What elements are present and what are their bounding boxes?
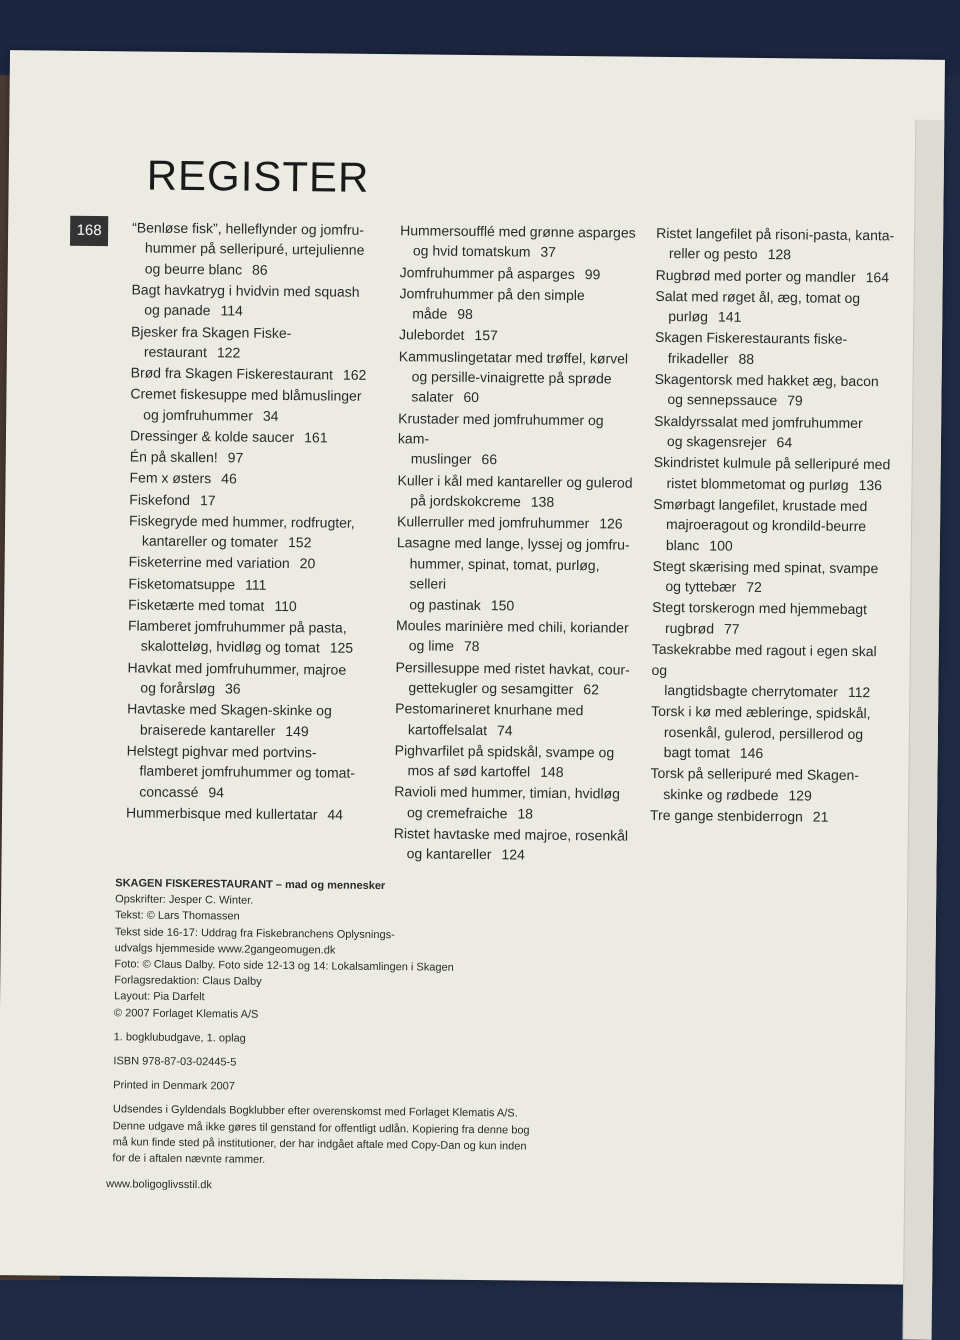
index-entry-label: gettekugler og sesamgitter (408, 679, 574, 697)
index-entry-text (130, 404, 370, 427)
index-entry (394, 823, 632, 866)
index-entry (127, 657, 367, 700)
index-page-number: 125 (329, 639, 354, 657)
index-page-number: 94 (208, 783, 225, 801)
index-entry-text (396, 594, 634, 617)
index-entry (394, 781, 632, 824)
index-entry-text: Salat med røget ål, æg, tomat og (655, 287, 861, 306)
website-link[interactable]: www.boligoglivsstil.dk (106, 1178, 212, 1192)
index-entry (130, 384, 370, 427)
credit-line: Tekst side 16-17: Uddrag fra Fiskebranchens Oplysnings- (114, 925, 395, 941)
index-page-number: 86 (251, 261, 268, 278)
index-page-number: 141 (717, 308, 742, 325)
index-entry-text (129, 489, 369, 512)
index-entry-text (128, 573, 368, 596)
index-entry-text: Flamberet jomfruhummer på pasta, (127, 617, 347, 636)
index-page-number: 77 (723, 620, 740, 637)
index-entry-text (394, 844, 632, 867)
index-entry-text: hummer på selleripuré, urtejulienne (144, 239, 365, 259)
index-entry (400, 262, 638, 285)
edition-line: 1. bogklubudgave, 1. oplag (113, 1031, 246, 1045)
index-entry (395, 657, 633, 700)
index-entry-label: og hvid tomatskum (412, 242, 531, 260)
index-entry-label: Julebordet (398, 326, 465, 344)
index-entry-text: Moules marinière med chili, koriander (395, 617, 629, 636)
index-page-number: 100 (709, 537, 733, 554)
index-entry-label: og sennepssauce (667, 391, 778, 409)
index-entry-text: Skaldyrssalat med jomfruhummer (654, 412, 863, 431)
index-entry-label: Jomfruhummer på asparges (399, 263, 575, 282)
index-page-number: 99 (584, 265, 601, 282)
index-entry-label: og cremefraiche (406, 804, 508, 822)
index-entry-text (650, 805, 890, 828)
index-entry-label: Fisketerrine med variation (128, 553, 290, 572)
index-entry-label: reller og pesto (668, 245, 758, 263)
index-entry-label: muslinger (410, 450, 472, 468)
index-entry-text (130, 425, 370, 448)
index-entry (653, 494, 894, 558)
credit-line: Forlagsredaktion: Claus Dalby (114, 974, 262, 989)
index-entry-text: Krustader med jomfruhummer og kam- (397, 409, 604, 447)
index-entry-text (397, 511, 635, 534)
index-entry-text: Stegt skærising med spinat, svampe (652, 557, 879, 577)
index-entry-label: Fiskefond (129, 491, 191, 508)
index-entry-label: kantareller og tomater (141, 532, 279, 551)
index-entry (126, 740, 367, 804)
index-entry (397, 470, 635, 513)
notice-line: Denne udgave må ikke gøres til genstand for offentligt udlån. Kopiering fra denne bog (112, 1119, 530, 1137)
index-entry-label: ristet blommetomat og purløg (666, 474, 849, 493)
index-entry-text (652, 618, 892, 641)
credit-line: Layout: Pia Darfelt (114, 990, 205, 1004)
index-entry (126, 802, 366, 825)
index-entry (398, 408, 637, 472)
index-entry-text (128, 594, 368, 617)
index-entry-text (131, 363, 371, 386)
index-entry-text: Persillesuppe med ristet havkat, cour- (395, 658, 630, 678)
index-entry (650, 763, 890, 806)
index-entry-label: Hummerbisque med kullertatar (125, 804, 318, 823)
index-entry-text (396, 635, 634, 658)
index-entry-label: Fisketomatsuppe (128, 575, 236, 593)
index-entry (132, 217, 373, 281)
book-page (0, 50, 945, 1285)
index-entry-text: Fiskegryde med hummer, rodfrugter, (129, 512, 355, 531)
index-page-number: 88 (738, 350, 755, 367)
index-entry (397, 511, 635, 534)
index-entry-label: blanc (665, 536, 700, 554)
index-page-number: 136 (858, 476, 883, 493)
index-entry-text: Ristet langefilet på risoni-pasta, kanta- (656, 224, 895, 244)
printed-line: Printed in Denmark 2007 (113, 1079, 235, 1093)
index-entry-label: Brød fra Skagen Fiskerestaurant (130, 364, 334, 383)
index-entry (129, 468, 369, 491)
credit-line: © 2007 Forlaget Klematis A/S (113, 1006, 259, 1021)
index-entry-text (127, 719, 367, 742)
index-entry-label: salater (411, 388, 454, 406)
isbn-line: ISBN 978-87-03-02445-5 (113, 1055, 237, 1069)
index-entry-label: Fisketærte med tomat (128, 596, 265, 614)
index-entry-text: Pighvarfilet på spidskål, svampe og (394, 741, 615, 761)
index-entry-label: skalotteløg, hvidløg og tomat (140, 637, 320, 656)
index-entry-text (651, 742, 891, 765)
index-entry-text (127, 677, 367, 700)
index-entry-text: Torsk på selleripuré med Skagen- (650, 764, 860, 784)
index-entry-label: og skagensrejer (666, 433, 767, 451)
index-entry-text (400, 241, 638, 264)
index-entry (399, 325, 637, 348)
index-entry-text (653, 535, 893, 558)
index-page-number: 126 (599, 515, 623, 532)
index-entry (654, 369, 894, 412)
index-entry-label: måde (412, 305, 448, 322)
index-entry-label: langtidsbagte cherrytomater (664, 681, 838, 700)
index-entry-text (394, 802, 632, 825)
index-page-number: 124 (501, 846, 525, 863)
index-entry-label: kartoffelsalat (407, 720, 488, 738)
index-page-number: 148 (540, 763, 564, 781)
index-entry-text (653, 473, 893, 496)
index-entry (130, 425, 370, 448)
index-entry-label: braiserede kantareller (139, 721, 276, 739)
index-entry (654, 411, 894, 454)
index-entry (131, 321, 371, 364)
index-page-number: 37 (540, 244, 557, 261)
index-entry-text: flamberet jomfruhummer og tomat- (139, 762, 356, 782)
index-entry-text (399, 303, 637, 326)
index-entry-label: på jordskokcreme (410, 492, 521, 510)
page-edge (903, 120, 945, 1340)
index-entry-label: og panade (144, 301, 211, 319)
index-entry (130, 447, 370, 470)
index-entry-text: Bjesker fra Skagen Fiske- (131, 323, 292, 341)
colophon-heading: SKAGEN FISKERESTAURANT – mad og mennesker (115, 877, 386, 893)
notice-line: Udsendes i Gyldendals Bogklubber efter overenskomst med Forlaget Klematis A/S. (112, 1103, 518, 1120)
index-entry-text: Taskekrabbe med ragout i egen skal og (651, 640, 877, 678)
index-entry (128, 594, 368, 617)
index-page-number: 97 (227, 449, 244, 466)
index-entry-text: Smørbagt langefilet, krustade med (653, 495, 868, 514)
index-page-number: 74 (496, 721, 513, 738)
index-page-number: 112 (847, 683, 871, 701)
index-entry-label: Rugbrød med porter og mandler (655, 266, 856, 285)
index-entry-label: purløg (668, 308, 709, 325)
index-page-number: 149 (285, 722, 309, 739)
index-entry-text: majroeragout og krondild-beurre (666, 516, 867, 535)
index-entry (650, 805, 890, 828)
index-entry-text (654, 431, 894, 454)
index-entry (653, 452, 893, 495)
index-entry-label: rugbrød (664, 619, 715, 637)
index-entry-text (129, 552, 369, 575)
index-page-number: 157 (474, 327, 498, 344)
index-column-2 (394, 220, 639, 867)
index-entry-text: Ristet havtaske med majroe, rosenkål (393, 825, 629, 844)
index-entry-label: Én på skallen! (129, 448, 218, 466)
index-entry (651, 639, 892, 703)
index-entry-text: rosenkål, gulerod, persillerod og (663, 723, 864, 742)
index-entry-text: Jomfruhummer på den simple (399, 285, 585, 303)
index-entry-label: mos af sød kartoffel (407, 762, 531, 780)
index-entry-label: Dressinger & kolde saucer (129, 427, 295, 446)
index-page-number: 162 (342, 366, 367, 384)
index-entry-text: Pestomarineret knurhane med (395, 700, 584, 719)
colophon (112, 875, 575, 1171)
index-page-number: 62 (583, 681, 600, 698)
index-page-number: 161 (304, 429, 328, 446)
index-entry-label: og tyttebær (665, 578, 737, 596)
index-page-number: 152 (287, 534, 312, 551)
index-page-number: 114 (220, 302, 243, 319)
index-entry (651, 701, 892, 765)
index-entry-text (126, 781, 366, 804)
index-page-number: 20 (299, 555, 316, 572)
index-entry-text: Helstegt pighvar med portvins- (126, 742, 317, 761)
index-page-number: 60 (463, 389, 480, 406)
page-title: REGISTER (146, 151, 370, 201)
index-entry-text (126, 802, 366, 825)
index-entry-text (131, 300, 371, 323)
index-entry (131, 363, 371, 386)
index-page-number: 150 (490, 596, 515, 614)
index-entry-text (399, 325, 637, 348)
index-entry-label: skinke og rødbede (663, 785, 779, 803)
credit-line: Foto: © Claus Dalby. Foto side 12-13 og 14: Lokalsamlingen i Skagen (114, 958, 454, 974)
index-entry-text: Bagt havkatryg i hvidvin med squash (131, 281, 360, 300)
index-page-number: 129 (788, 786, 812, 804)
index-entry-text: hummer, spinat, tomat, purløg, selleri (409, 555, 600, 592)
index-entry-text: Hummersoufflé med grønne asparges (400, 222, 636, 241)
index-entry (656, 223, 896, 266)
index-page-number: 98 (457, 306, 473, 323)
index-entry-text (655, 348, 895, 371)
index-entry-label: og lime (408, 637, 455, 655)
index-page-number: 164 (865, 268, 890, 285)
index-entry (655, 327, 895, 370)
index-entry-text: Skagentorsk med hakket æg, bacon (654, 370, 879, 390)
index-entry-text: Lasagne med lange, lyssej og jomfru- (396, 534, 630, 554)
index-entry (396, 533, 635, 617)
notice-line: for de i aftalen nævnte rammer. (112, 1152, 266, 1166)
index-entry (396, 615, 634, 658)
index-page-number: 110 (274, 597, 297, 615)
index-page-number: 138 (530, 493, 555, 510)
index-page-number: 66 (481, 451, 498, 468)
index-entry-text (130, 447, 370, 470)
index-entry (129, 552, 369, 575)
index-entry-text (655, 306, 895, 329)
index-entry-label: Kullerruller med jomfruhummer (397, 513, 590, 532)
index-entry-text (132, 258, 372, 281)
index-entry-text (650, 783, 890, 806)
index-entry-text (395, 677, 633, 700)
index-entry-label: og forårsløg (140, 679, 216, 697)
index-entry-text (656, 264, 896, 287)
page-number-badge: 168 (70, 216, 108, 246)
index-entry (394, 740, 632, 783)
index-page-number: 78 (463, 638, 480, 655)
index-entry-text: Skagen Fiskerestaurants fiske- (654, 329, 848, 348)
index-page-number: 34 (262, 407, 279, 424)
index-entry-text (128, 636, 368, 659)
index-page-number: 21 (812, 808, 829, 825)
index-entry-label: og jomfruhummer (143, 406, 253, 424)
index-entry-text: “Benløse fisk”, helleflynder og jomfru- (132, 219, 365, 238)
index-page-number: 79 (787, 392, 803, 409)
index-entry (655, 286, 895, 329)
index-entry-label: Fem x østers (129, 469, 212, 487)
index-entry (652, 556, 892, 599)
index-page-number: 18 (517, 805, 534, 822)
index-entry-text: Havtaske med Skagen-skinke og (127, 700, 332, 719)
index-entry-text (394, 760, 632, 783)
index-entry-text (651, 680, 891, 703)
credit-line: Tekst: © Lars Thomassen (114, 909, 240, 923)
index-entry-text: Kuller i kål med kantareller og gulerod (397, 471, 633, 491)
index-entry (131, 279, 371, 322)
index-entry-label: frikadeller (667, 349, 729, 367)
index-entry-text: Skindristet kulmule på selleripuré med (653, 454, 891, 473)
index-entry-label: restaurant (143, 343, 208, 361)
index-entry-text (652, 576, 892, 599)
index-entry-text (398, 449, 636, 472)
index-entry (127, 699, 367, 742)
index-entry (128, 615, 368, 658)
index-entry-text (395, 719, 633, 742)
index-entry-text: Havkat med jomfruhummer, majroe (127, 659, 347, 678)
credit-line: Opskrifter: Jesper C. Winter. (115, 893, 254, 907)
index-entry-label: og pastinak (409, 596, 481, 613)
index-entry (656, 264, 896, 287)
index-entry (128, 573, 368, 596)
index-entry-text: Ravioli med hummer, timian, hvidløg (394, 783, 620, 802)
index-entry-text: og persille-vinaigrette på sprøde (411, 368, 612, 387)
index-page-number: 72 (746, 579, 762, 596)
index-entry-text: Kammuslingetatar med trøffel, kørvel (398, 347, 629, 367)
index-entry-text (400, 262, 638, 285)
index-entry-text (129, 531, 369, 554)
index-entry-text (398, 387, 636, 410)
index-entry (129, 489, 369, 512)
index-entry (652, 597, 892, 640)
index-entry-label: Tre gange stenbiderrogn (649, 806, 803, 825)
credit-line: udvalgs hjemmeside www.2gangeomugen.dk (114, 942, 336, 957)
index-page-number: 44 (327, 806, 344, 823)
index-entry-text (656, 243, 896, 266)
index-entry-text (129, 468, 369, 491)
index-column-1 (126, 217, 372, 826)
index-entry (399, 283, 637, 326)
index-page-number: 122 (216, 344, 241, 361)
index-entry-label: bagt tomat (663, 743, 730, 761)
index-entry-text (654, 389, 894, 412)
index-page-number: 36 (224, 680, 241, 697)
index-page-number: 146 (739, 744, 764, 761)
index-entry (400, 220, 638, 263)
index-entry-text (131, 341, 371, 364)
index-entry (398, 346, 637, 410)
index-page-number: 111 (244, 576, 267, 593)
index-entry-text (397, 490, 635, 513)
index-entry-label: og kantareller (406, 845, 492, 863)
index-page-number: 46 (221, 470, 237, 487)
index-column-3 (650, 223, 896, 828)
index-entry-label: concassé (139, 783, 199, 800)
index-entry-text: Torsk i kø med æbleringe, spidskål, (651, 702, 871, 722)
index-page-number: 17 (199, 491, 216, 508)
index-entry-label: og beurre blanc (144, 260, 243, 278)
index-entry-text: Cremet fiskesuppe med blåmuslinger (130, 385, 362, 405)
index-page-number: 128 (767, 246, 792, 263)
index-page-number: 64 (776, 434, 793, 451)
index-entry-text: Stegt torskerogn med hjemmebagt (652, 599, 868, 618)
index-entry (395, 698, 633, 741)
notice-line: må kun finde sted på institutioner, der har indgået aftale med Copy-Dan og kun inden (112, 1136, 527, 1153)
index-entry (129, 510, 369, 553)
